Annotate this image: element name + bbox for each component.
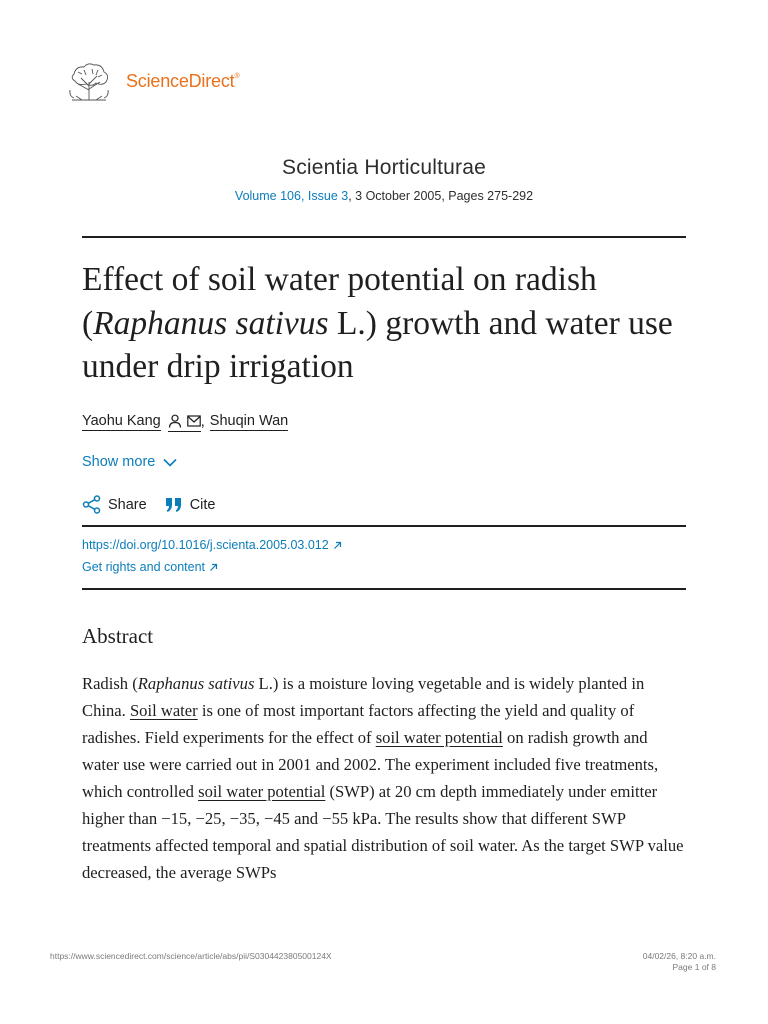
author-list (82, 412, 288, 432)
rights-link[interactable] (82, 560, 218, 574)
divider (82, 588, 686, 590)
external-arrow-icon (333, 541, 342, 550)
author-wan[interactable]: Shuqin Wan (209, 413, 289, 429)
person-icon (168, 414, 182, 428)
brand-name: ScienceDirect® (126, 70, 240, 91)
external-arrow-icon (209, 563, 218, 572)
sciencedirect-logo[interactable] (66, 60, 239, 102)
share-icon (82, 495, 101, 514)
footer-page: Page 1 of 8 (672, 962, 716, 972)
rights-text: Get rights and content (82, 560, 205, 574)
article-title: Effect of soil water potential on radish (Raphanus sativus L.) growth and water use under drip irrigation (82, 261, 673, 385)
soil-water-potential-link[interactable]: soil water potential (198, 782, 326, 801)
volume-issue-link[interactable]: Volume 106, Issue 3 (234, 189, 349, 203)
cite-label: Cite (189, 496, 216, 513)
soil-water-potential-link[interactable]: soil water potential (375, 728, 503, 747)
author-kang[interactable]: Yaohu Kang (82, 413, 161, 429)
issue-info (0, 189, 768, 203)
footer-meta (643, 951, 716, 973)
quote-icon (165, 497, 183, 513)
share-button[interactable] (82, 495, 147, 514)
doi-link[interactable] (82, 538, 342, 552)
elsevier-tree-icon (66, 60, 112, 102)
article-actions (82, 495, 234, 514)
show-more-label: Show more (82, 454, 156, 470)
doi-text: https://doi.org/10.1016/j.scienta.2005.03.012 (82, 538, 329, 552)
author-kang-contact[interactable] (168, 412, 201, 432)
footer-url: https://www.sciencedirect.com/science/article/abs/pii/S030442380500124X (50, 951, 332, 961)
footer-datetime: 04/02/26, 8:20 a.m. (642, 951, 716, 961)
cite-button[interactable] (165, 497, 216, 513)
show-more-button[interactable] (82, 454, 177, 470)
envelope-icon (187, 415, 201, 427)
abstract-heading: Abstract (82, 624, 154, 648)
soil-water-link[interactable]: Soil water (129, 701, 198, 720)
divider (82, 236, 686, 238)
author-separator: , (200, 414, 205, 430)
issue-details: , 3 October 2005, Pages 275-292 (348, 189, 534, 203)
chevron-down-icon (163, 458, 177, 467)
divider (82, 525, 686, 527)
abstract-text: Radish (Raphanus sativus L.) is a moisture loving vegetable and is widely planted in China. Soil water is one of most important factors affecting the yield and quality of radishes. Field experiments for the effect of soil water potential on radish growth and water use were carried out in 2001 and 2002. The experiment included five treatments, which controlled soil water potential (SWP) at 20 cm depth immediately under emitter higher than −15, −25, −35, −45 and −55 kPa. The results show that different SWP treatments affected temporal and spatial distribution of soil water. As the target SWP value decreased, the average SWPs (82, 674, 684, 882)
journal-name[interactable]: Scientia Horticulturae (282, 156, 486, 179)
share-label: Share (108, 496, 147, 513)
